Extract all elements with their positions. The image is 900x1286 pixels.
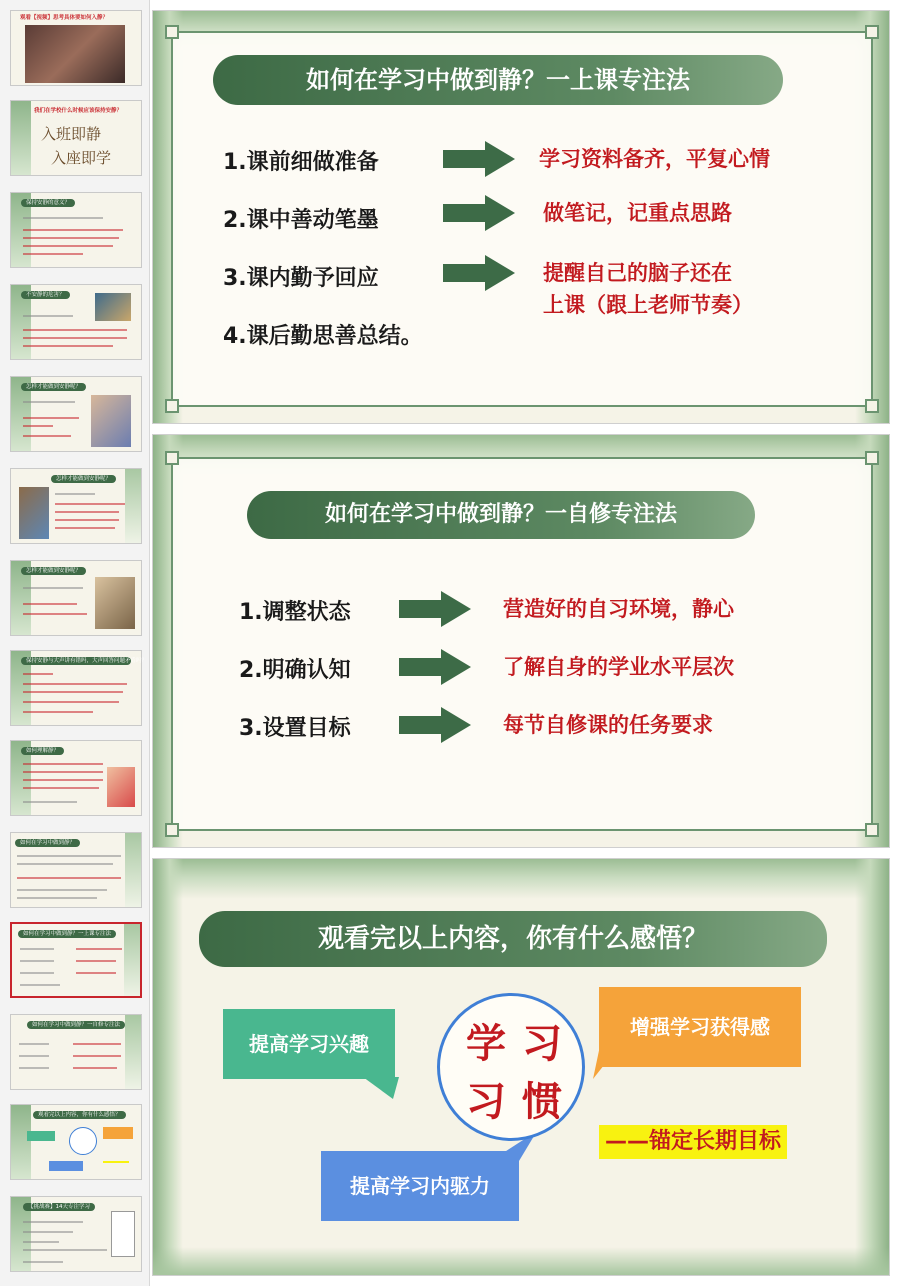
- text-line: [23, 435, 71, 437]
- slide-title-pill: 如何在学习中做到静？一自修专注法: [247, 491, 755, 539]
- text-line: [23, 779, 103, 781]
- circle-char: 习: [466, 1079, 506, 1125]
- text-line: [19, 1067, 49, 1069]
- speech-bubble-drive: 提高学习内驱力: [321, 1151, 519, 1221]
- text-line: [23, 329, 127, 331]
- text-line: [55, 511, 119, 513]
- text-line: [73, 1043, 121, 1045]
- tagline-highlight: ——锚定长期目标: [599, 1125, 787, 1159]
- slide-thumbnail-6[interactable]: [10, 468, 142, 544]
- text-line: [20, 960, 54, 962]
- result-text: 做笔记，记重点思路: [543, 201, 732, 225]
- text-line: [23, 337, 127, 339]
- text-line: [55, 503, 125, 505]
- list-item: 4.课后勤思善总结。: [223, 324, 423, 349]
- text-line: [55, 493, 95, 495]
- text-line: [76, 960, 116, 962]
- result-text: 了解自身的学业水平层次: [503, 655, 734, 679]
- studying-girl-illustration: [91, 395, 131, 447]
- slide-thumbnail-7[interactable]: [10, 560, 142, 636]
- text-line: [23, 315, 73, 317]
- result-text: 上课（跟上老师节奏）: [543, 293, 753, 317]
- right-arrow-icon: [443, 255, 515, 291]
- text-line: [73, 1055, 121, 1057]
- right-arrow-icon: [443, 195, 515, 231]
- slide-class-focus[interactable]: [152, 10, 890, 424]
- mini-bubble-gain: [103, 1127, 133, 1139]
- circle-char: 惯: [522, 1079, 562, 1125]
- calligraphy-line-1: 入班即静: [41, 125, 102, 143]
- thumbnail-title: 保持安静的意义？: [21, 199, 75, 207]
- text-line: [23, 673, 53, 675]
- list-item: 2.明确认知: [239, 658, 351, 683]
- slide-thumbnail-8[interactable]: [10, 650, 148, 726]
- list-item: 3.课内勤予回应: [223, 266, 379, 291]
- text-line: [55, 527, 115, 529]
- slide-thumbnail-2[interactable]: [10, 100, 142, 176]
- slide-self-study-focus[interactable]: [152, 434, 890, 848]
- bamboo-decoration: [124, 924, 140, 996]
- slide-thumbnail-4[interactable]: [10, 284, 142, 360]
- bamboo-bottom-decoration: [153, 1247, 889, 1275]
- text-line: [76, 972, 116, 974]
- text-line: [23, 603, 77, 605]
- bamboo-decoration: [125, 833, 141, 907]
- result-text: 学习资料备齐，平复心情: [539, 147, 770, 171]
- thumbnail-title: 保持安静与大声讲有错吗，大声回答问题矛盾吗？: [21, 657, 131, 665]
- speech-bubble-gain: 增强学习获得感: [599, 987, 801, 1067]
- result-text: 提醒自己的脑子还在: [543, 261, 732, 285]
- thumbnail-title: 如何在学习中做到静？一自修专注法: [27, 1021, 125, 1029]
- text-line: [23, 691, 123, 693]
- text-line: [17, 897, 97, 899]
- bamboo-decoration: [125, 1015, 141, 1089]
- right-arrow-icon: [399, 707, 471, 743]
- frame-corner: [865, 25, 879, 39]
- slide-reflection[interactable]: [152, 858, 890, 1276]
- thumbnail-title: 怎样才能做到安静呢？: [51, 475, 116, 483]
- slide-thumbnail-11-selected[interactable]: [10, 922, 142, 998]
- text-line: [23, 1221, 83, 1223]
- text-line: [23, 763, 103, 765]
- frame-corner: [165, 25, 179, 39]
- thumbnail-title: 不安静的危害？: [21, 291, 70, 299]
- text-line: [23, 711, 93, 713]
- frame-corner: [865, 823, 879, 837]
- right-arrow-icon: [399, 591, 471, 627]
- text-line: [20, 972, 54, 974]
- text-line: [17, 855, 121, 857]
- thumbnail-title: 观看【视频】思考具体要如何入静？: [20, 15, 109, 21]
- slide-thumbnail-9[interactable]: [10, 740, 142, 816]
- text-line: [23, 613, 87, 615]
- thumbnail-title: 我们在学校什么时候应该保持安静？: [34, 108, 123, 114]
- circle-char: 习: [522, 1021, 562, 1067]
- bubble-tail: [593, 1041, 623, 1081]
- slide-thumbnail-12[interactable]: [10, 1014, 142, 1090]
- text-line: [17, 889, 107, 891]
- slide-thumbnail-rail[interactable]: [0, 0, 150, 1286]
- text-line: [23, 417, 79, 419]
- text-line: [23, 587, 83, 589]
- text-line: [23, 787, 99, 789]
- text-line: [23, 345, 113, 347]
- thumbnail-title: 怎样才能做到安静呢？: [21, 567, 86, 575]
- right-arrow-icon: [399, 649, 471, 685]
- video-frame-image: [25, 25, 125, 83]
- result-text: 营造好的自习环境，静心: [503, 597, 734, 621]
- thumbnail-title: 怎样才能做到安静呢？: [21, 383, 86, 391]
- slide-thumbnail-3[interactable]: [10, 192, 142, 268]
- thumbnail-title: 【挑战赛】14天专注学习: [23, 1203, 95, 1211]
- speech-bubble-interest: 提高学习兴趣: [223, 1009, 395, 1079]
- bamboo-right-decoration: [855, 859, 889, 1275]
- text-line: [20, 984, 60, 986]
- slide-thumbnail-13[interactable]: [10, 1104, 142, 1180]
- bubble-tail: [363, 1077, 403, 1099]
- text-line: [19, 1055, 49, 1057]
- text-line: [23, 801, 77, 803]
- list-item: 1.调整状态: [239, 600, 351, 625]
- text-line: [23, 217, 103, 219]
- text-line: [23, 1249, 107, 1251]
- list-item: 2.课中善动笔墨: [223, 208, 379, 233]
- text-line: [23, 683, 127, 685]
- thumbnail-title: 如何在学习中做到静？: [15, 839, 80, 847]
- bamboo-top-decoration: [153, 859, 889, 899]
- text-line: [76, 948, 122, 950]
- text-line: [20, 948, 54, 950]
- thumbnail-title: 观看完以上内容，你有什么感悟？: [33, 1111, 126, 1119]
- text-line: [55, 519, 119, 521]
- text-line: [23, 237, 119, 239]
- result-text: 每节自修课的任务要求: [503, 713, 713, 737]
- thumbnail-title: 如何理解静？: [21, 747, 64, 755]
- slide-title-pill: 观看完以上内容，你有什么感悟？: [199, 911, 827, 967]
- text-line: [23, 401, 75, 403]
- text-line: [23, 701, 119, 703]
- text-line: [103, 1161, 129, 1163]
- calligraphy-line-2: 入座即学: [51, 149, 112, 167]
- student-reading-illustration: [95, 577, 135, 629]
- checklist-card: [111, 1211, 135, 1257]
- slide-title-pill: 如何在学习中做到静？一上课专注法: [213, 55, 783, 105]
- frame-corner: [865, 399, 879, 413]
- slide-thumbnail-10[interactable]: [10, 832, 142, 908]
- list-item: 1.课前细做准备: [223, 150, 379, 175]
- bamboo-decoration: [11, 101, 31, 175]
- slide-thumbnail-5[interactable]: [10, 376, 142, 452]
- text-line: [23, 425, 53, 427]
- text-line: [17, 877, 121, 879]
- circle-char: 学: [466, 1021, 506, 1067]
- mini-circle: [69, 1127, 97, 1155]
- right-arrow-icon: [443, 141, 515, 177]
- text-line: [23, 1261, 63, 1263]
- frame-corner: [165, 451, 179, 465]
- thumbnail-title: 如何在学习中做到静？一上课专注法: [18, 930, 116, 938]
- habit-circle: [437, 993, 585, 1141]
- frame-corner: [165, 399, 179, 413]
- mini-bubble-interest: [27, 1131, 55, 1141]
- text-line: [17, 863, 113, 865]
- mini-bubble-drive: [49, 1161, 83, 1171]
- frame-corner: [865, 451, 879, 465]
- frame-corner: [165, 823, 179, 837]
- text-line: [73, 1067, 117, 1069]
- text-line: [19, 1043, 49, 1045]
- text-line: [23, 229, 123, 231]
- boy-with-books-illustration: [19, 487, 49, 539]
- text-line: [23, 253, 83, 255]
- kids-cartoon-illustration: [107, 767, 135, 807]
- classroom-photo: [95, 293, 131, 321]
- text-line: [23, 245, 113, 247]
- text-line: [23, 771, 103, 773]
- text-line: [23, 1231, 73, 1233]
- bamboo-decoration: [125, 469, 141, 543]
- list-item: 3.设置目标: [239, 716, 351, 741]
- bamboo-left-decoration: [153, 859, 183, 1275]
- slide-thumbnail-1[interactable]: [10, 10, 142, 86]
- text-line: [23, 1241, 59, 1243]
- slide-thumbnail-14[interactable]: [10, 1196, 142, 1272]
- bamboo-decoration: [11, 1105, 31, 1179]
